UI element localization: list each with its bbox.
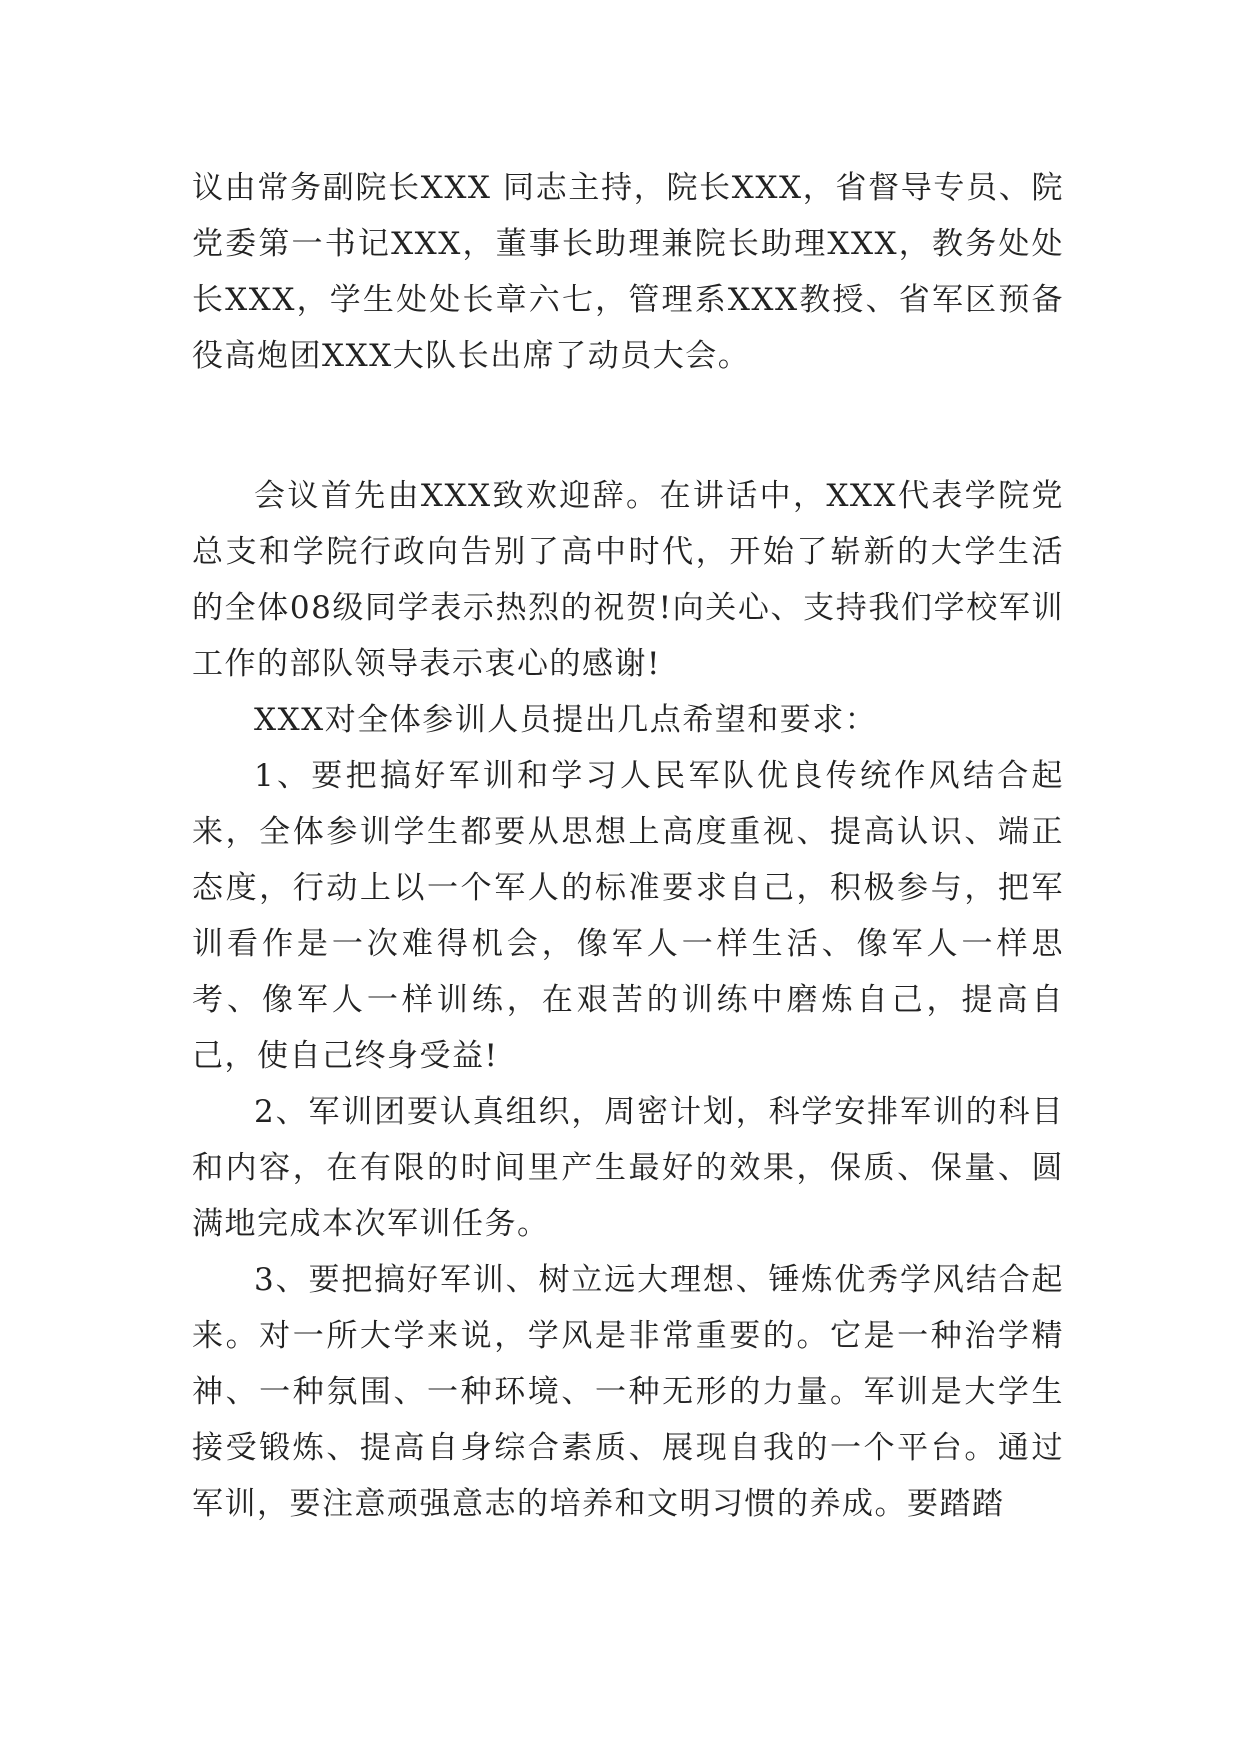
paragraph-meeting-attendees: 议由常务副院长XXX 同志主持，院长XXX，省督导专员、院党委第一书记XXX，董事长助理兼院长助理XXX，教务处处长XXX，学生处处长章六七，管理系XXX教授、省军区预备役高炮团XXX大队长出席了动员大会。 — [192, 170, 1064, 374]
paragraph-requirement-3: 3、要把搞好军训、树立远大理想、锤炼优秀学风结合起来。对一所大学来说，学风是非常重要的。它是一种治学精神、一种氛围、一种环境、一种无形的力量。军训是大学生接受锻炼、提高自身综合素质、展现自我的一个平台。通过军训，要注意顽强意志的培养和文明习惯的养成。要踏踏 — [192, 1262, 1064, 1522]
paragraph-welcome-speech: 会议首先由XXX致欢迎辞。在讲话中，XXX代表学院党总支和学院行政向告别了高中时代，开始了崭新的大学生活的全体08级同学表示热烈的祝贺!向关心、支持我们学校军训工作的部队领导表示衷心的感谢! — [192, 478, 1064, 682]
document-body — [192, 160, 1064, 1532]
paragraph-requirement-1: 1、要把搞好军训和学习人民军队优良传统作风结合起来，全体参训学生都要从思想上高度重视、提高认识、端正态度，行动上以一个军人的标准要求自己，积极参与，把军训看作是一次难得机会，像军人一样生活、像军人一样思考、像军人一样训练，在艰苦的训练中磨炼自己，提高自己，使自己终身受益! — [192, 758, 1064, 1074]
paragraph-requirement-2: 2、军训团要认真组织，周密计划，科学安排军训的科目和内容，在有限的时间里产生最好的效果，保质、保量、圆满地完成本次军训任务。 — [192, 1094, 1064, 1242]
paragraph-requirements-intro: XXX对全体参训人员提出几点希望和要求： — [254, 702, 878, 738]
